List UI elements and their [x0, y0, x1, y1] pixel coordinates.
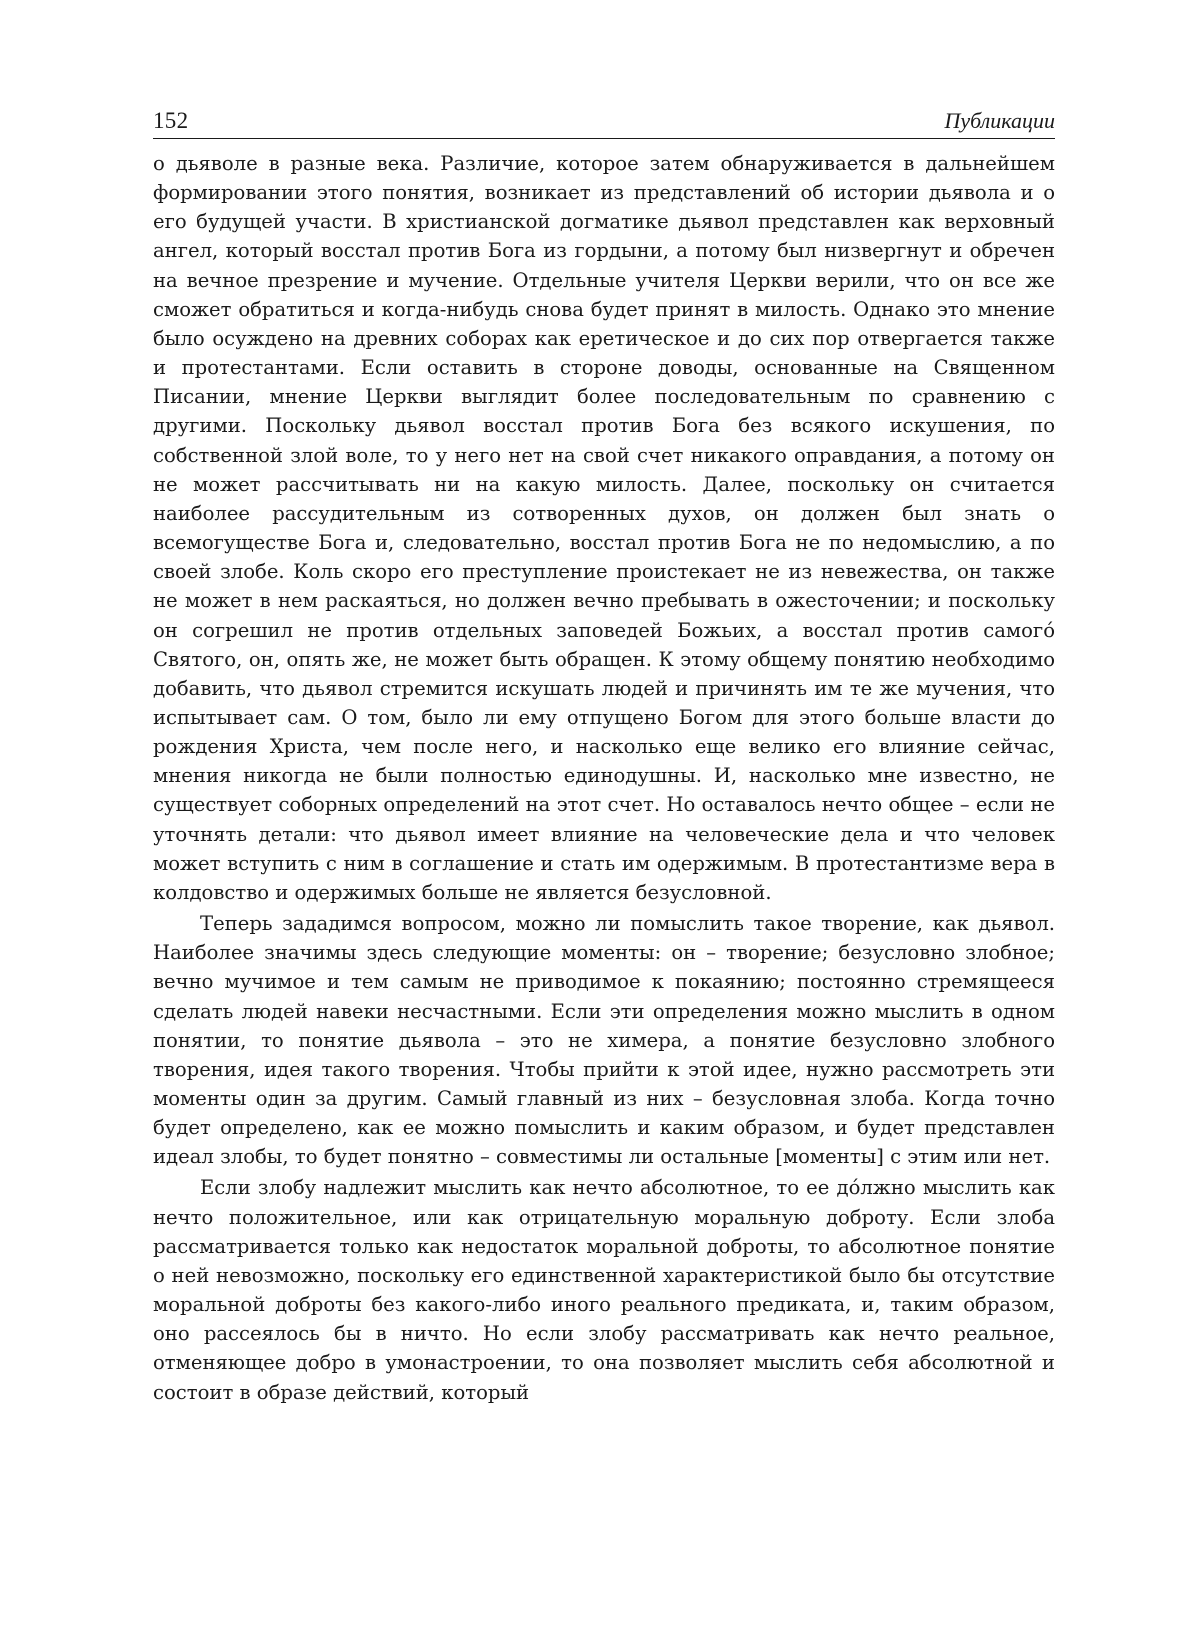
paragraph-3: Если злобу надлежит мыслить как нечто абсолютное, то ее до́лжно мыслить как нечто положительное, или как отрицательную моральную доброту. Если злоба рассматривается только как недостаток моральной доброты, то абсолютное понятие о ней невозможно, поскольку его единственной характеристикой было бы отсутствие моральной доброты без какого-либо иного реального предиката, и, таким образом, оно рассеялось бы в ничто. Но если злобу рассматривать как нечто реальное, отменяющее добро в умонастроении, то она позволяет мыслить себя абсолютной и состоит в образе действий, который — [153, 1176, 1055, 1404]
paragraph-2: Теперь зададимся вопросом, можно ли помыслить такое творение, как дьявол. Наиболее значимы здесь следующие моменты: он – творение; безусловно злобное; вечно мучимое и тем самым не приводимое к покаянию; постоянно стремящееся сделать людей навеки несчастными. Если эти определения можно мыслить в одном понятии, то понятие дьявола – это не химера, а понятие безусловно злобного творения, идея такого творения. Чтобы прийти к этой идее, нужно рассмотреть эти моменты один за другим. Самый главный из них – безусловная злоба. Когда точно будет определено, как ее можно помыслить и каким образом, и будет представлен идеал злобы, то будет понятно – совместимы ли остальные [моменты] с этим или нет. — [153, 912, 1055, 1169]
paragraph-1: о дьяволе в разные века. Различие, которое затем обнаруживается в дальнейшем формировании этого понятия, возникает из представлений об истории дьявола и о его будущей участи. В христианской догматике дьявол представлен как верховный ангел, который восстал против Бога из гордыни, а потому был низвергнут и обречен на вечное презрение и мучение. Отдельные учителя Церкви верили, что он все же сможет обратиться и когда-нибудь снова будет принят в милость. Однако это мнение было осуждено на древних соборах как еретическое и до сих пор отвергается также и протестантами. Если оставить в стороне доводы, основанные на Священном Писании, мнение Церкви выглядит более последовательным по сравнению с другими. Поскольку дьявол восстал против Бога без всякого искушения, по собственной злой воле, то у него нет на свой счет никакого оправдания, а потому он не может рассчитывать ни на какую милость. Далее, поскольку он считается наиболее рассудительным из сотворенных духов, он должен был знать о всемогуществе Бога и, следовательно, восстал против Бога не по недомыслию, а по своей злобе. Коль скоро его преступление проистекает не из невежества, он также не может в нем раскаяться, но должен вечно пребывать в ожесточении; и поскольку он согрешил не против отдельных заповедей Божьих, а восстал против самого́ Святого, он, опять же, не может быть обращен. К этому общему понятию необходимо добавить, что дьявол стремится искушать людей и причинять им те же мучения, что испытывает сам. О том, было ли ему отпущено Богом для этого больше власти до рождения Христа, чем после него, и насколько еще велико его влияние сейчас, мнения никогда не были полностью единодушны. И, насколько мне известно, не существует соборных определений на этот счет. Но оставалось нечто общее – если не уточнять детали: что дьявол имеет влияние на человеческие дела и что человек может вступить с ним в соглашение и стать им одержимым. В протестантизме вера в колдовство и одержимых больше не является безусловной. — [153, 152, 1055, 904]
running-header — [153, 102, 1055, 139]
section-title: Публикации — [944, 108, 1055, 133]
book-page — [153, 102, 1055, 1407]
page-number: 152 — [153, 108, 189, 133]
body-text — [153, 149, 1055, 1407]
